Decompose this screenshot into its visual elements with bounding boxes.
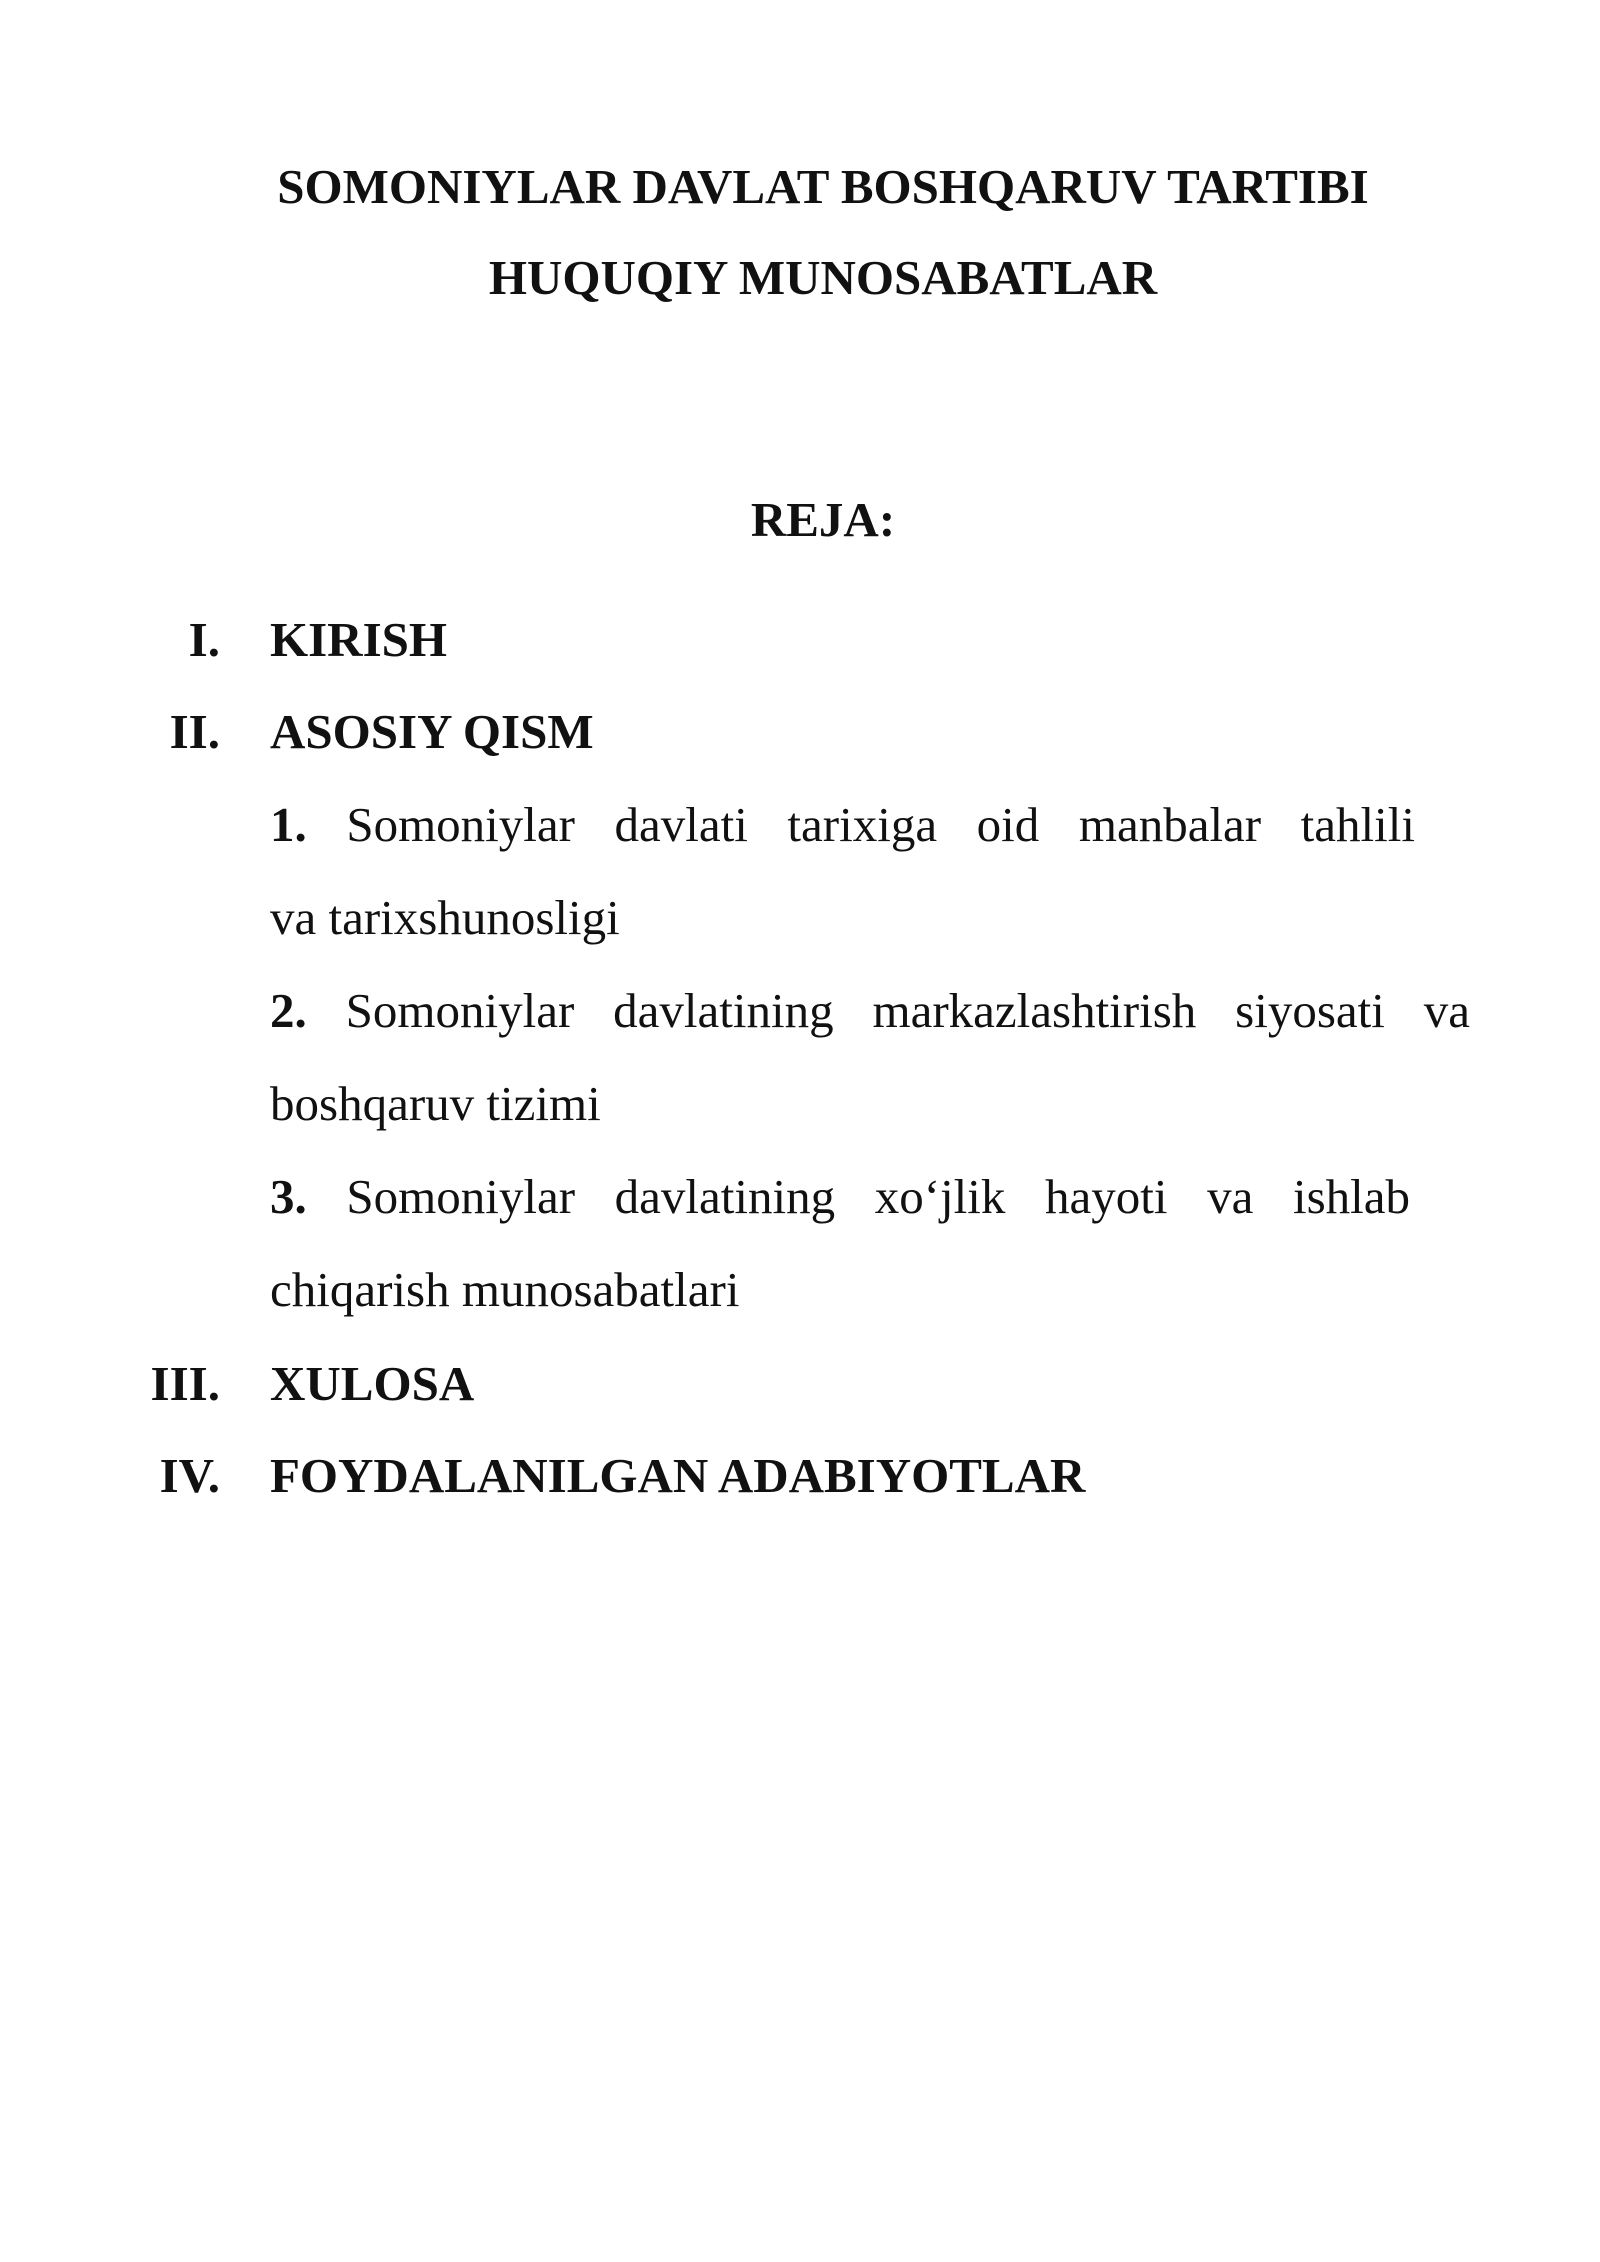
- subsection-2: [270, 964, 1470, 1150]
- document-title-line-1: SOMONIYLAR DAVLAT BOSHQARUV TARTIBI: [277, 159, 1369, 214]
- subsection-2-number: 2.: [270, 983, 307, 1038]
- subsection-1-line-1: [270, 778, 1415, 871]
- subsection-2-text-line-2: boshqaruv tizimi: [270, 1076, 601, 1131]
- section-numeral-4: IV.: [159, 1448, 220, 1503]
- subsection-3-number: 3.: [270, 1169, 307, 1224]
- section-numeral-3: III.: [150, 1356, 220, 1411]
- subsection-1: [270, 778, 1415, 964]
- subsection-2-text-line-1: Somoniylar davlatining markazlashtirish siyosati va: [345, 983, 1470, 1038]
- document-title-line-2: HUQUQIY MUNOSABATLAR: [488, 250, 1158, 305]
- subsection-1-text-line-1: Somoniylar davlati tarixiga oid manbalar tahlili: [346, 797, 1415, 852]
- section-title-xulosa: XULOSA: [270, 1356, 475, 1411]
- subsection-3-text-line-2: chiqarish munosabatlari: [270, 1262, 740, 1317]
- section-title-foydalanilgan-adabiyotlar: FOYDALANILGAN ADABIYOTLAR: [270, 1448, 1086, 1503]
- subsection-2-line-1: [270, 964, 1470, 1057]
- section-numeral-2: II.: [169, 704, 220, 759]
- subsection-1-text-line-2: va tarixshunosligi: [270, 890, 620, 945]
- section-title-kirish: KIRISH: [270, 612, 448, 667]
- section-numeral-1: I.: [188, 612, 220, 667]
- subsection-3: [270, 1150, 1410, 1336]
- subsection-1-number: 1.: [270, 797, 307, 852]
- section-title-asosiy-qism: ASOSIY QISM: [270, 704, 594, 759]
- subsection-3-line-1: [270, 1150, 1410, 1243]
- plan-heading: REJA:: [750, 492, 896, 547]
- subsection-3-text-line-1: Somoniylar davlatining xo‘jlik hayoti va ishlab: [346, 1169, 1410, 1224]
